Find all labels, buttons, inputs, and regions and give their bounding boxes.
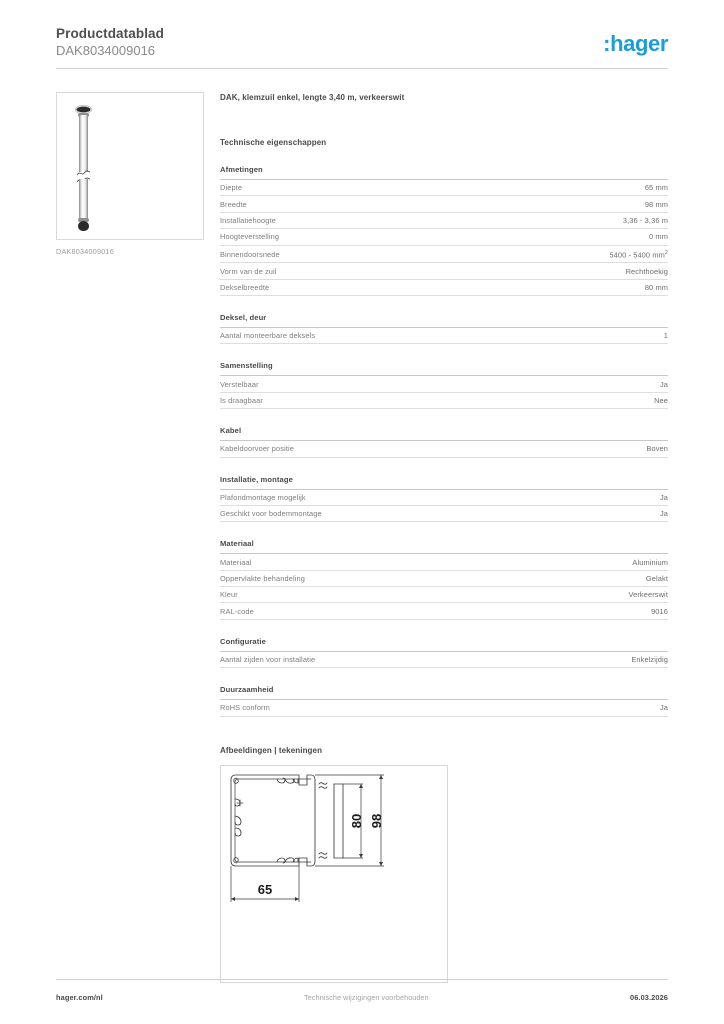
spec-label: Aantal zijden voor installatie — [220, 655, 316, 665]
spec-label: Hoogteverstelling — [220, 232, 280, 242]
spec-value: Ja — [659, 492, 668, 502]
specification-groups — [220, 165, 668, 717]
product-column-icon — [74, 103, 92, 231]
spec-group-title: Kabel — [220, 426, 668, 441]
spec-group — [220, 475, 668, 523]
spec-value: Enkelzijdig — [631, 655, 668, 665]
spec-group — [220, 685, 668, 716]
spec-row — [220, 213, 668, 229]
spec-label: RoHS conform — [220, 703, 270, 713]
spec-label: Diepte — [220, 183, 243, 193]
spec-row — [220, 490, 668, 506]
spec-group-title: Installatie, montage — [220, 475, 668, 490]
spec-label: Plafondmontage mogelijk — [220, 492, 306, 502]
spec-value-superscript: 2 — [664, 249, 668, 256]
column-bottom-cap — [78, 221, 89, 231]
spec-value: 80 mm — [644, 282, 668, 292]
dimension-80-label: 80 — [349, 813, 364, 828]
technical-properties-heading: Technische eigenschappen — [220, 138, 327, 147]
spec-value: Aluminium — [632, 557, 668, 567]
spec-label: Vorm van de zuil — [220, 266, 277, 276]
spec-label: Kabeldoorvoer positie — [220, 444, 295, 454]
spec-group-title: Afmetingen — [220, 165, 668, 180]
spec-value: Rechthoekig — [625, 266, 668, 276]
spec-label: Installatiehoogte — [220, 215, 276, 225]
spec-row — [220, 393, 668, 409]
dimension-65-label: 65 — [257, 881, 273, 897]
spec-value: 5400 - 5400 $mm^2$ — [609, 249, 668, 260]
footer-date: 06.03.2026 — [630, 993, 668, 1002]
technical-drawing-svg — [221, 766, 447, 982]
spec-row — [220, 506, 668, 522]
product-description: DAK, klemzuil enkel, lengte 3,40 m, verkeerswit — [220, 93, 405, 102]
header-divider — [56, 68, 668, 69]
spec-group-title: Samenstelling — [220, 361, 668, 376]
spec-group-title: Materiaal — [220, 539, 668, 554]
spec-label: Is draagbaar — [220, 396, 263, 406]
spec-row — [220, 441, 668, 457]
page-header — [56, 26, 668, 68]
spec-row — [220, 246, 668, 264]
spec-value: 3,36 - 3,36 m — [622, 215, 668, 225]
spec-label: Breedte — [220, 199, 247, 209]
spec-group-title: Deksel, deur — [220, 313, 668, 328]
spec-row — [220, 700, 668, 716]
spec-label: Geschikt voor bodemmontage — [220, 509, 322, 519]
column-shaft-lower — [79, 179, 88, 221]
spec-label: RAL-code — [220, 606, 254, 616]
spec-row — [220, 280, 668, 296]
spec-value: 9016 — [651, 606, 668, 616]
product-image-panel — [56, 92, 204, 256]
spec-label: Oppervlakte behandeling — [220, 573, 305, 583]
spec-value: Verkeerswit — [628, 590, 668, 600]
spec-row — [220, 328, 668, 344]
spec-value: Ja — [659, 703, 668, 713]
spec-group-title: Configuratie — [220, 637, 668, 652]
spec-row — [220, 263, 668, 279]
dimension-98-label: 98 — [369, 813, 384, 828]
title-block — [56, 26, 164, 59]
page-title: Productdatablad — [56, 26, 165, 41]
spec-row — [220, 652, 668, 668]
spec-group — [220, 539, 668, 620]
spec-group — [220, 637, 668, 668]
spec-label: Kleur — [220, 590, 238, 600]
footer-website[interactable]: hager.com/nl — [56, 993, 103, 1002]
drawings-heading: Afbeeldingen | tekeningen — [220, 745, 323, 755]
footer-disclaimer: Technische wijzigingen voorbehouden — [304, 993, 429, 1002]
spec-value: 98 mm — [644, 199, 668, 209]
spec-row — [220, 180, 668, 196]
spec-value: Boven — [646, 444, 668, 454]
spec-group-title: Duurzaamheid — [220, 685, 668, 700]
product-image-caption: DAK8034009016 — [56, 247, 115, 256]
spec-value: Ja — [659, 379, 668, 389]
specifications-content — [220, 92, 668, 983]
spec-row — [220, 571, 668, 587]
footer-divider — [56, 979, 668, 980]
spec-value: 1 — [663, 331, 668, 341]
spec-row — [220, 229, 668, 245]
spec-row — [220, 587, 668, 603]
product-image-frame — [56, 92, 204, 240]
spec-group — [220, 313, 668, 344]
spec-row — [220, 554, 668, 570]
hager-logo: :hager — [603, 31, 668, 56]
spec-label: Verstelbaar — [220, 379, 259, 389]
page-footer — [56, 993, 668, 1002]
spec-label: Materiaal — [220, 557, 252, 567]
technical-drawing-frame — [220, 765, 448, 983]
spec-label: Dekselbreedte — [220, 282, 270, 292]
spec-value: Gelakt — [645, 573, 668, 583]
spec-label: Binnendoorsnede — [220, 250, 280, 260]
spec-group — [220, 426, 668, 457]
spec-value: 65 mm — [644, 183, 668, 193]
spec-group — [220, 165, 668, 296]
spec-row — [220, 196, 668, 212]
spec-value: Nee — [654, 396, 668, 406]
product-reference: DAK8034009016 — [56, 43, 156, 58]
spec-value: 0 mm — [649, 232, 668, 242]
spec-row — [220, 376, 668, 392]
column-shaft-upper — [79, 115, 88, 172]
spec-row — [220, 603, 668, 619]
spec-label: Aantal monteerbare deksels — [220, 331, 316, 341]
spec-value: Ja — [659, 509, 668, 519]
spec-group — [220, 361, 668, 409]
